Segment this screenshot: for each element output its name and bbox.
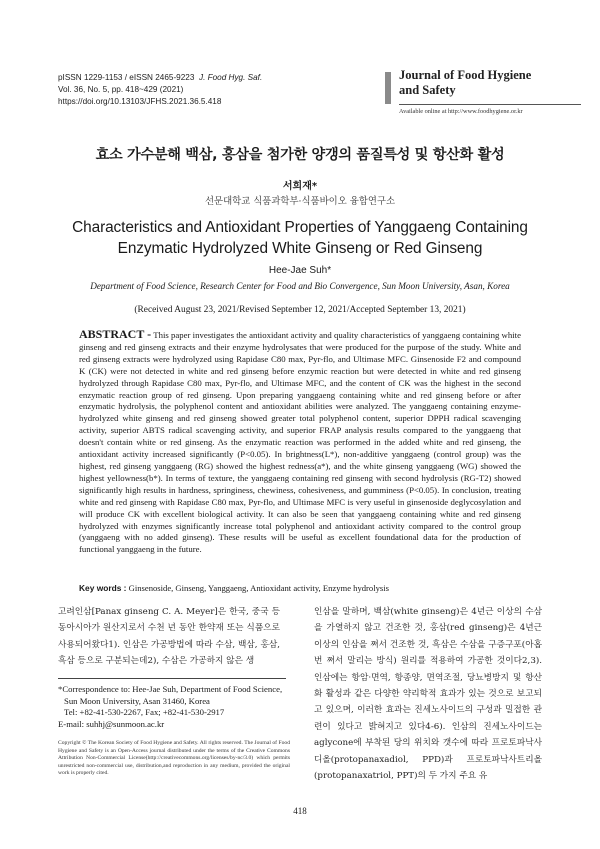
- body-left-column: 고려인삼[Panax ginseng C. A. Meyer]은 한국, 중국 등 동아시아가 원산지로서 수천 년 동안 한약재 또는 식품으로 사용되어왔다1). 인삼은 가공방법에 따라 수삼, 백삼, 홍삼, 흑삼 등으로 구분되는데2), 수삼은 가공하지 않은 생: [58, 607, 280, 667]
- affiliation-korean: 선문대학교 식품과학부·식품바이오 융합연구소: [204, 196, 396, 207]
- author-korean: 서희재*: [282, 181, 318, 192]
- journal-abbrev: J. Food Hyg. Saf.: [198, 73, 263, 82]
- copyright-notice: Copyright © The Korean Society of Food Hygiene and Safety. All rights reserved. The Journal of Food Hygiene and Safety is an Open-Access journal distributed under the terms of the Creative Commons Attribution Non-Commercial License(http://creativecommons.org/licenses/by-nc/3.0) which permits unrestricted non-commercial use, distribution,and reproduction in any medium, provided the original work is properly cited.: [58, 740, 290, 777]
- keywords-text: Ginsenoside, Ginseng, Yanggaeng, Antioxidant activity, Enzyme hydrolysis: [128, 583, 389, 593]
- issn: pISSN 1229-1153 / eISSN 2465-9223: [58, 73, 195, 82]
- title-english: [30, 217, 570, 259]
- author-english: Hee-Jae Suh*: [268, 265, 332, 276]
- correspondence-email[interactable]: E-mail: suhhj@sunmoon.ac.kr: [58, 718, 165, 729]
- keywords: [79, 583, 521, 593]
- abstract: [79, 329, 521, 556]
- journal-name-line1: Journal of Food Hygiene: [399, 68, 532, 82]
- body-right-column: 인삼을 말하며, 백삼(white ginseng)은 4년근 이상의 수삼을 가열하지 않고 건조한 것, 홍삼(red ginseng)은 4년근 이상의 인삼을 쪄서 건조한 것, 흑삼은 수삼을 구증구포(아홉번 쪄서 말리는 방식) 원리를 적용하여 가공한 것이다2,3). 인삼에는 항암·면역, 항종양, 면역조절, 당뇨병방지 및 항산화 활성과 같은 다양한 약리학적 효과가 있는 것으로 보고되고 있으며, 이러한 효과는 진세노사이드의 구성과 밀접한 관련이 있다고 밝혀지고 있다4-6). 인삼의 진세노사이드는 aglycone에 부착된 당의 위치와 갯수에 따라 프로토파낙사디올(protopanaxadiol, PPD)과 프로토파낙사트리올(protopanaxatriol, PPT)의 두 가지 주요 유: [314, 607, 542, 782]
- title-english-line1: Characteristics and Antioxidant Properties of Yanggaeng Containing: [72, 219, 528, 236]
- correspondence-line2: Sun Moon University, Asan 31460, Korea: [64, 695, 210, 706]
- correspondence: [58, 684, 290, 730]
- journal-logo: [385, 68, 590, 130]
- received-dates: (Received August 23, 2021/Revised September 12, 2021/Accepted September 13, 2021): [134, 305, 466, 315]
- volume-info: Vol. 36, No. 5, pp. 418~429 (2021): [58, 85, 184, 94]
- journal-url[interactable]: Available online at http://www.foodhygiene.or.kr: [399, 108, 523, 115]
- affiliation-english: Department of Food Science, Research Center for Food and Bio Convergence, Sun Moon University, Asan, Korea: [90, 281, 510, 291]
- footnote-rule: [58, 678, 286, 679]
- keywords-label: Key words :: [79, 583, 127, 593]
- abstract-heading: ABSTRACT -: [79, 327, 152, 341]
- title-english-line2: Enzymatic Hydrolyzed White Ginseng or Red Ginseng: [117, 240, 483, 257]
- page-number: 418: [293, 806, 307, 816]
- abstract-text: This paper investigates the antioxidant activity and quality characteristics of yanggaeng containing white ginseng and red ginseng extracts and their enzyme hydrolysates that were produced for the purpose of the study. White and red ginseng extracts were hydrolyzed using Rapidase C80 max, Pyr-flo, and Ultimase MFC. Ginsenoside F2 and compound K (CK) were not detected in white and red ginseng before enzymic reaction but were detected in white and red ginseng hydrolyzed through Rapidase C80 max, Pyr-flo, and Ultimase MFC, and the content of CK was the highest in the second enzymatic reaction group of red ginseng. Upon preparing yanggaeng containing white and red ginseng before or after enzymatic hydrolysis, the polyphenol content and antioxidant abilities were analyzed. The yanggaeng containing enzyme-hydrolyzed white ginseng and red ginseng showed greater total polyphenol content, superior DPPH radical scavenging activity, superior ABTS radical scavenging activity, and superior FRAP analysis results compared to the yanggaeng that doesn't contain white or red ginseng. As the enzymatic reaction was performed in the added white and red ginseng, the antioxidant activity increased significantly (P<0.05). In brightness(L*), non-additive yanggaeng (control group) was the highest, red ginseng yanggaeng (RG) showed the highest redness(a*), and the white ginseng yanggaeng (WG) showed the highest yellowness(b*). In terms of texture, the yanggaeng containing red ginseng with second hydrolysis (RG-T2) showed significantly high results in hardness, springiness, chewiness, cohesiveness, and gumminess (P<0.05). In conclusion, treating white and red ginseng with Rapidase C80 max, Pyr-flo, and Ultimase MFC is very useful in ginsenoside deglycosylation and will produce CK with excellent biological activity. It can also be seen that yanggaeng containing white and red ginseng hydrolyzed with enzymes significantly increase total polyphenol and antioxidant activity compared to the control group (yanggaeng with no added ginseng). These results will be useful as excellent foundational data for the production of functional yanggaeng in the future.: [79, 330, 521, 555]
- journal-logo-bar: [385, 72, 391, 104]
- title-korean: 효소 가수분해 백삼, 홍삼을 첨가한 양갱의 품질특성 및 항산화 활성: [95, 147, 505, 163]
- journal-name-line2: and Safety: [399, 83, 456, 97]
- journal-rule: [399, 104, 581, 105]
- correspondence-line3: Tel: +82-41-530-2267, Fax; +82-41-530-2917: [64, 707, 225, 718]
- doi-link[interactable]: https://doi.org/10.13103/JFHS.2021.36.5.418: [58, 97, 222, 106]
- correspondence-line1: *Correspondence to: Hee-Jae Suh, Department of Food Science,: [58, 684, 283, 694]
- journal-name: [399, 68, 531, 98]
- journal-meta: [58, 72, 262, 108]
